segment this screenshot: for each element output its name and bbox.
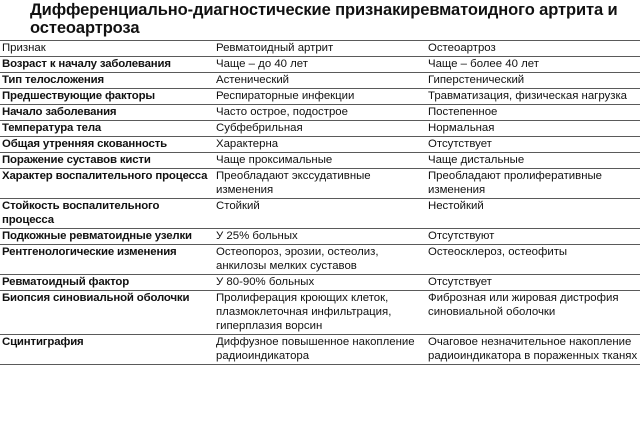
ra-cell: Диффузное повышенное накопление радиоиндикатора bbox=[214, 335, 426, 365]
ra-cell: Остеопороз, эрозии, остеолиз, анкилозы мелких суставов bbox=[214, 245, 426, 275]
oa-cell: Фиброзная или жировая дистрофия синовиальной оболочки bbox=[426, 291, 640, 335]
ra-cell: Чаще проксимальные bbox=[214, 153, 426, 169]
table-row bbox=[0, 57, 640, 73]
feature-cell: Подкожные ревматоидные узелки bbox=[0, 229, 214, 245]
oa-cell: Остеосклероз, остеофиты bbox=[426, 245, 640, 275]
oa-cell: Постепенное bbox=[426, 105, 640, 121]
table-row bbox=[0, 105, 640, 121]
oa-cell: Нестойкий bbox=[426, 199, 640, 229]
oa-cell: Отсутствует bbox=[426, 275, 640, 291]
comparison-table bbox=[0, 40, 640, 365]
header-rheumatoid-arthritis: Ревматоидный артрит bbox=[214, 41, 426, 57]
feature-cell: Биопсия синовиальной оболочки bbox=[0, 291, 214, 335]
ra-cell: Часто острое, подострое bbox=[214, 105, 426, 121]
feature-cell: Общая утренняя скованность bbox=[0, 137, 214, 153]
header-feature: Признак bbox=[0, 41, 214, 57]
ra-cell: Преобладают экссудативные изменения bbox=[214, 169, 426, 199]
feature-cell: Сцинтиграфия bbox=[0, 335, 214, 365]
feature-cell: Поражение суставов кисти bbox=[0, 153, 214, 169]
table-row bbox=[0, 335, 640, 365]
ra-cell: Респираторные инфекции bbox=[214, 89, 426, 105]
table-row bbox=[0, 137, 640, 153]
feature-cell: Возраст к началу заболевания bbox=[0, 57, 214, 73]
ra-cell: Характерна bbox=[214, 137, 426, 153]
ra-cell: У 25% больных bbox=[214, 229, 426, 245]
feature-cell: Характер воспалительного процесса bbox=[0, 169, 214, 199]
table-row bbox=[0, 121, 640, 137]
table-row bbox=[0, 73, 640, 89]
oa-cell: Отсутствует bbox=[426, 137, 640, 153]
feature-cell: Предшествующие факторы bbox=[0, 89, 214, 105]
oa-cell: Очаговое незначительное накопление радиоиндикатора в пораженных тканях bbox=[426, 335, 640, 365]
oa-cell: Отсутствуют bbox=[426, 229, 640, 245]
table-row bbox=[0, 153, 640, 169]
feature-cell: Начало заболевания bbox=[0, 105, 214, 121]
oa-cell: Преобладают пролиферативные изменения bbox=[426, 169, 640, 199]
oa-cell: Чаще – более 40 лет bbox=[426, 57, 640, 73]
feature-cell: Тип телосложения bbox=[0, 73, 214, 89]
oa-cell: Чаще дистальные bbox=[426, 153, 640, 169]
oa-cell: Травматизация, физическая нагрузка bbox=[426, 89, 640, 105]
table-header-row bbox=[0, 41, 640, 57]
oa-cell: Гиперстенический bbox=[426, 73, 640, 89]
table-row bbox=[0, 169, 640, 199]
table-row bbox=[0, 245, 640, 275]
header-osteoarthritis: Остеоартроз bbox=[426, 41, 640, 57]
table-row bbox=[0, 229, 640, 245]
ra-cell: Пролиферация кроющих клеток, плазмоклеточная инфильтрация, гиперплазия ворсин bbox=[214, 291, 426, 335]
ra-cell: Чаще – до 40 лет bbox=[214, 57, 426, 73]
feature-cell: Температура тела bbox=[0, 121, 214, 137]
oa-cell: Нормальная bbox=[426, 121, 640, 137]
table-row bbox=[0, 291, 640, 335]
ra-cell: Субфебрильная bbox=[214, 121, 426, 137]
table-row bbox=[0, 275, 640, 291]
ra-cell: У 80-90% больных bbox=[214, 275, 426, 291]
page-title: Дифференциально-диагностические признакиревматоидного артрита и остеоартроза bbox=[30, 1, 618, 37]
ra-cell: Стойкий bbox=[214, 199, 426, 229]
table-row bbox=[0, 89, 640, 105]
feature-cell: Ревматоидный фактор bbox=[0, 275, 214, 291]
feature-cell: Стойкость воспалительного процесса bbox=[0, 199, 214, 229]
feature-cell: Рентгенологические изменения bbox=[0, 245, 214, 275]
table-row bbox=[0, 199, 640, 229]
ra-cell: Астенический bbox=[214, 73, 426, 89]
